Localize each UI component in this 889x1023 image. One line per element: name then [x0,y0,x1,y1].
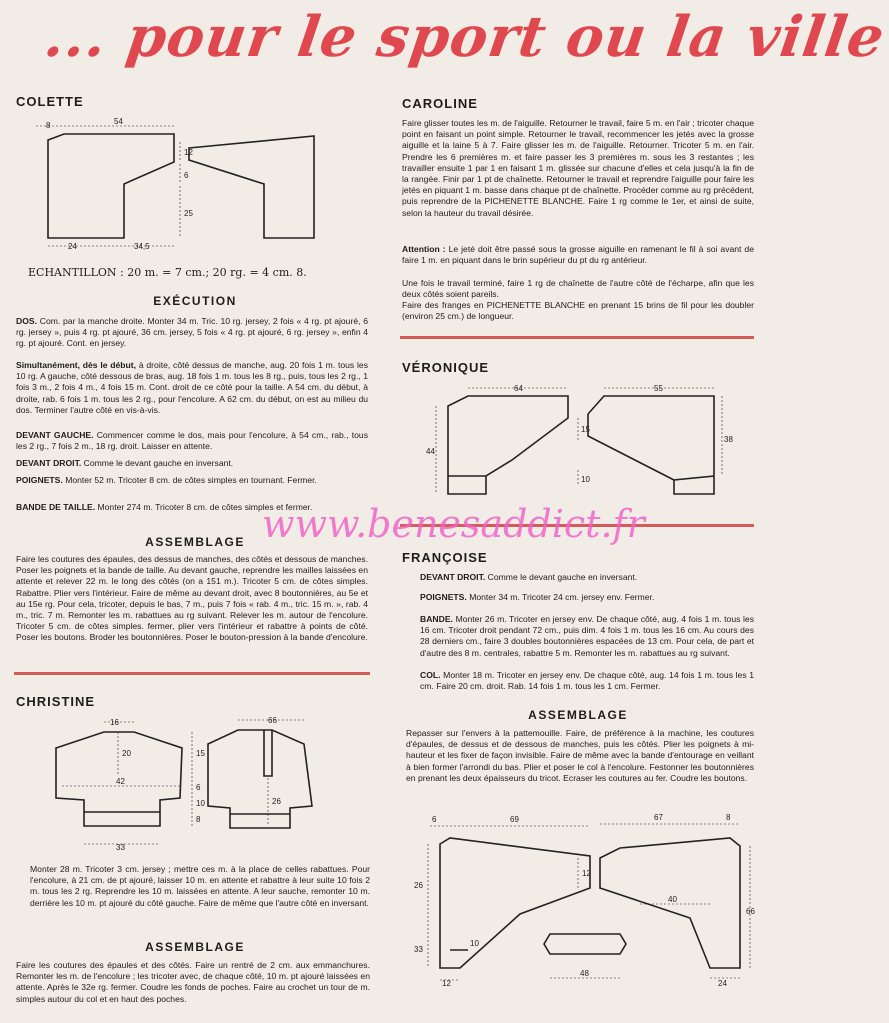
francoise-bande [420,614,754,659]
francoise-dim-d: 8 [726,813,731,822]
francoise-dim-h: 33 [414,945,423,954]
francoise-devant-label: DEVANT DROIT. [420,572,486,582]
colette-execution-title: EXÉCUTION [153,294,237,308]
colette-devant-gauche-text: Commencer comme le dos, mais pour l'encolure, à 54 cm., rab., tous les 2 rg., 7 fois 2 m., 18 rg. droit. Laisser en attente. [16,430,368,452]
colette-poignets-label: POIGNETS. [16,475,63,485]
divider [14,672,370,675]
francoise-dim-l: 12 [442,979,451,988]
veronique-dim-d: 15 [581,425,590,434]
colette-dim-a: 8 [46,121,51,130]
christine-title: CHRISTINE [16,694,96,709]
right-column [400,92,756,1017]
colette-schematic [34,117,344,251]
francoise-poignets [420,592,754,603]
francoise-dim-b: 69 [510,815,519,824]
colette-simult-label: Simultanément, dès le début, [16,360,137,370]
francoise-assemblage-text: Repasser sur l'envers à la pattemouille. Faire, de préférence à la machine, les coutures d'épaules, de dessus et de dessous de manches, puis les côtés. Plier les poignets à mi-hauteur et les fixer de façon invisible. Faire de même avec la bande d'entourage en veillant à bien former l'arrondi du bas. Plier et poser le col à l'encolure. Festonner les boutonnières en prenant les deux épaisseurs du tricot. Ecraser les coutures au fer. Coudre les boutons. [406,728,754,783]
francoise-dim-f: 12 [582,869,591,878]
caroline-title: CAROLINE [402,96,478,111]
christine-dim-f: 6 [196,783,201,792]
colette-devant-gauche [16,430,368,452]
christine-dim-a: 16 [110,718,119,727]
christine-dim-i: 8 [196,815,201,824]
francoise-assemblage-title: ASSEMBLAGE [528,708,628,722]
francoise-dim-g: 40 [668,895,677,904]
francoise-devant [420,572,754,583]
colette-bande-label: BANDE DE TAILLE. [16,502,96,512]
colette-title: COLETTE [16,94,84,109]
caroline-text3: Faire des franges en PICHENETTE BLANCHE en prenant 15 brins de fil pour les doubler (environ 25 cm.) de longueur. [402,300,754,322]
caroline-attention-label: Attention : [402,244,446,254]
caroline-attention-text: Le jeté doit être passé sous la grosse aiguille en ramenant le fil à soi avant de faire 1 m. en piquant dans le brin supérieur du pt du rg antérieur. [402,244,754,266]
colette-assemblage-title: ASSEMBLAGE [145,535,245,549]
colette-dos-label: DOS. [16,316,38,326]
colette-dim-g: 34,5 [134,242,150,251]
colette-dim-c: 12 [184,148,193,157]
colette-dim-f: 24 [68,242,77,251]
christine-assemblage-title: ASSEMBLAGE [145,940,245,954]
caroline-attention [402,244,754,266]
colette-dos-text: Com. par la manche droite. Monter 34 m. Tric. 10 rg. jersey, 2 fois « 4 rg. pt ajouré, 6 rg. jersey », puis 4 rg. pt ajouré, 36 cm. jersey, 5 fois « 4 rg. pt ajouré, 6 rg. jersey », enfin 4 rg. pt ajouré. Cont. en jersey. [16,316,368,349]
caroline-text2: Une fois le travail terminé, faire 1 rg de chaînette de l'autre côté de l'écharpe, afin que les deux côtés soient pareils. [402,278,754,300]
francoise-col-text: Monter 18 m. Tricoter en jersey env. De chaque côté, aug. 14 fois 1 m. tous les 1 cm. Faire 20 cm. droit. Rab. 14 fois 1 m. tous les 1 cm. Fermer. [420,670,755,692]
page-headline: ... pour le sport ou la ville [40,4,889,70]
christine-dim-e: 42 [116,777,125,786]
watermark: www.benesaddict.fr [262,502,645,546]
christine-dim-j: 33 [116,843,125,852]
colette-simult-text: à droite, côté dessus de manche, aug. 20 fois 1 m. tous les 10 rg. A gauche, côté dessous de bras, aug. 18 fois 1 m. tous les 8 rg., puis, tous les 2 rg., 1 fois 3 m., 2 fois 4 m., 4 fois 15 m. Cont. droit de ce côté pour la taille. A 54 cm. du début, à droite, rab. 6 fois 1 m. tous les 2 rg., pour l'encolure. A 62 cm. du début, on est au milieu du dos. Terminer l'autre côté en vis-à-vis. [16,360,368,415]
colette-simult [16,360,368,416]
veronique-dim-f: 10 [581,475,590,484]
left-column [14,92,376,1017]
francoise-bande-label: BANDE. [420,614,453,624]
francoise-bande-text: Monter 26 m. Tricoter en jersey env. De chaque côté, aug. 4 fois 1 m. tous les 16 cm. Tricoter droit pendant 72 cm., puis dim. 4 fois 1 m. tous les 16 cm. Au cours des 28 derniers cm., faire 3 doubles boutonnières espacées de 13 cm. Pour cela, de part et d'autre des 8 m. centrales, rabattre 5 m. Remonter les m. rabattues au rg suivant. [420,614,754,658]
christine-schematic [42,716,352,856]
divider [400,336,754,339]
christine-dim-b: 66 [268,716,277,725]
colette-devant-droit [16,458,368,469]
colette-assemblage-text: Faire les coutures des épaules, des dessus de manches, des côtés et dessous de manches. Poser les poignets et la bande de taille. Au devant gauche, reprendre les mailles laissées en attente et relever 22 m. le long des côtés (on a 151 m.). Tricoter 5 cm. de côtes simples. Rabattre. Plier vers l'intérieur. Faire de même au devant droit, avec 8 boutonnières, au 5e et au 15e rg. Pour cela, tricoter, depuis le bas, 7 m., puis 7 fois « rab. 4 m., tric. 15 m. », rab. 4 m., tric. 7 m. Remonter les m. rabattues au rg suivant. Relever les m. autour de l'encolure. Tricoter 5 cm. de côtes simples. fermer, plier vers l'intérieur et rabattre à points de côté. Poser les boutons. Broder les boutonnières. Poser le bouton-pression à la bande d'encolure. [16,554,368,643]
francoise-dim-j: 48 [580,969,589,978]
christine-dim-c: 20 [122,749,131,758]
colette-echantillon: ECHANTILLON : 20 m. = 7 cm.; 20 rg. = 4 cm. 8. [28,266,307,279]
colette-devant-droit-label: DEVANT DROIT. [16,458,82,468]
christine-dim-d: 15 [196,749,205,758]
colette-dim-e: 25 [184,209,193,218]
francoise-dim-i: 10 [470,939,479,948]
veronique-dim-c: 44 [426,447,435,456]
christine-dim-g: 10 [196,799,205,808]
veronique-dim-e: 38 [724,435,733,444]
veronique-dim-a: 64 [514,384,523,393]
colette-devant-droit-text: Comme le devant gauche en inversant. [83,458,234,468]
francoise-title: FRANÇOISE [402,550,488,565]
colette-poignets [16,475,368,486]
francoise-dim-a: 6 [432,815,437,824]
francoise-devant-text: Comme le devant gauche en inversant. [487,572,638,582]
christine-text: Monter 28 m. Tricoter 3 cm. jersey ; mettre ces m. à la place de celles rabattues. Pour l'encolure, à 21 cm. de pt ajouré, laisser 10 m. en attente et rabattre à leur suite 10 fois 2 m. tous les 2 rg. Reprendre les 10 m. laissées en attente. A leur sauche, remonter 10 m. derrière les 10 m. pt ajouré du côté gauche. Faire de même que l'autre côté en inversant. [30,864,370,908]
colette-bande-text: Monter 274 m. Tricoter 8 cm. de côtes simples et fermer. [97,502,313,512]
francoise-col-label: COL. [420,670,441,680]
veronique-title: VÉRONIQUE [402,360,490,375]
francoise-dim-e: 26 [414,881,423,890]
caroline-text: Faire glisser toutes les m. de l'aiguille. Retourner le travail, faire 5 m. en l'air ; tricoter chaque point en faisant un point simple. Retourner le travail, recommencer les jetés avec la grosse aiguille et la laine 5 à 7. Faire glisser les m. de l'aiguille. Retourner. Tricoter 5 m. en l'air. Prendre les 6 premières m. et faire passer les 3 premières m. sous les 3 restantes ; les travailler ensuite 1 par 1 en faisant 1 m. glissée sur chacune d'elles et cela jusqu'à la fin de la rangée. Finir par 1 pt de chaînette. Retourner le travail et reprendre l'aiguille pour faire les jetés en piquant 1 m. basse dans chaque pt de chaînette. Procéder comme au rg précédent, puis reprendre de la PICHENETTE BLANCHE. Faire 1 rg comme le 1er, et ainsi de suite, selon la hauteur du travail désirée. [402,118,754,218]
colette-devant-gauche-label: DEVANT GAUCHE. [16,430,94,440]
christine-dim-h: 26 [272,797,281,806]
veronique-dim-b: 55 [654,384,663,393]
francoise-dim-k: 66 [746,907,755,916]
colette-poignets-text: Monter 52 m. Tricoter 8 cm. de côtes simples en tournant. Fermer. [65,475,317,485]
veronique-schematic [428,384,738,504]
francoise-dim-c: 67 [654,813,663,822]
colette-dim-d: 6 [184,171,189,180]
francoise-dim-m: 24 [718,979,727,988]
francoise-col [420,670,754,692]
christine-assemblage-text: Faire les coutures des épaules et des côtés. Faire un rentré de 2 cm. aux emmanchures. Remonter les m. de l'encolure ; les tricoter avec, de chaque côté, 10 m. pt ajouré laissées en attente. Après le 32e rg. fermer. Coudre les fonds de poches. Faire au crochet un tour de m. simples autour du col et en haut des poches. [16,960,370,1004]
colette-dim-b: 54 [114,117,123,126]
colette-dos [16,316,368,350]
francoise-schematic [410,813,760,988]
francoise-poignets-label: POIGNETS. [420,592,467,602]
francoise-poignets-text: Monter 34 m. Tricoter 24 cm. jersey env. Fermer. [469,592,655,602]
